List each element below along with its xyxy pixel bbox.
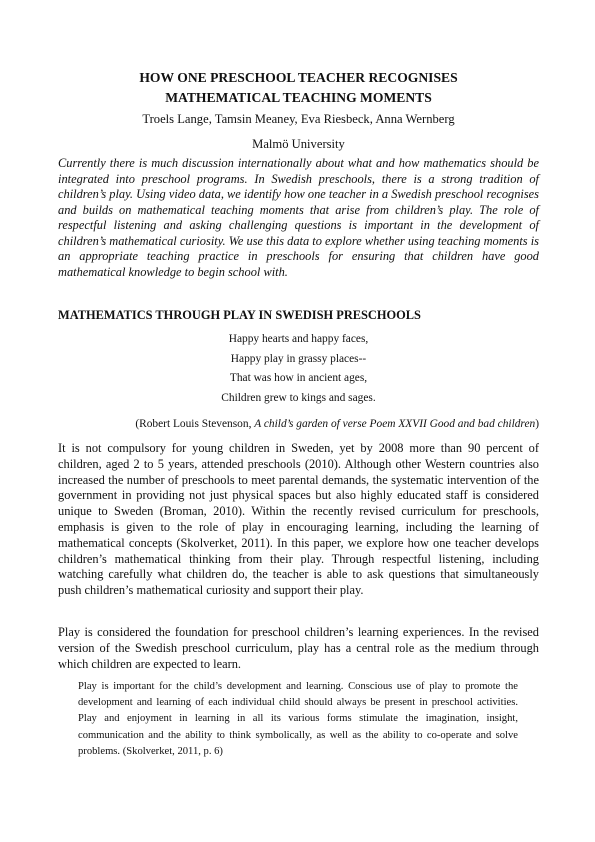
section-heading: MATHEMATICS THROUGH PLAY IN SWEDISH PRESCHOOLS [58, 308, 421, 322]
poem-line: That was how in ancient ages, [229, 372, 368, 384]
title-line-1: HOW ONE PRESCHOOL TEACHER RECOGNISES [139, 70, 458, 85]
epigraph-citation [58, 416, 539, 432]
body-paragraph: Play is considered the foundation for preschool children’s learning experiences. In the revised version of the Swedish preschool curriculum, play has a central role as the medium through which children are expected to learn. [58, 625, 539, 671]
body-paragraph: It is not compulsory for young children in Sweden, yet by 2008 more than 90 percent of children, aged 2 to 5 years, attended preschools (2010). Although other Western countries also increased the number of preschools to meet parental demands, the systematic intervention of the government in providing not just physical spaces but also highly educated staff is considered unique to Sweden (Broman, 2010). Within the recently revised curriculum for preschools, emphasis is given to the role of play in encouraging learning, including the learning of mathematical concepts (Skolverket, 2011). In this paper, we explore how one teacher develops children’s mathematical thinking from their play. Through respectful listening, including watching carefully what children do, the teacher is able to ask questions that simultaneously push children’s mathematical curiosity and support their play. [58, 441, 539, 598]
paper-title [58, 68, 539, 108]
affiliation: Malmö University [252, 137, 345, 151]
title-line-2: MATHEMATICAL TEACHING MOMENTS [165, 90, 432, 105]
epigraph-poem [58, 330, 539, 408]
abstract: Currently there is much discussion internationally about what and how mathematics should be integrated into preschool programs. In Swedish preschools, there is a strong tradition of children’s play. Using video data, we identify how one teacher in a Swedish preschool recognises and builds on mathematical teaching moments that arise from children’s play. The role of respectful listening and asking challenging questions is important in the development of children’s mathematical curiosity. We use this data to explore whether using teaching moments is an appropriate teaching practice in preschools for ensuring that children have good mathematical knowledge to begin school with. [58, 156, 539, 279]
citation-work: A child’s garden of verse Poem XXVII Good and bad children [254, 418, 536, 430]
poem-line: Children grew to kings and sages. [221, 391, 376, 404]
block-quote: Play is important for the child’s development and learning. Conscious use of play to promote the development and learning of each individual child should always be present in preschool activities. Play and enjoyment in learning in all its various forms stimulate the imagination, insight, communication and the ability to think symbolically, as well as the ability to co-operate and solve problems. (Skolverket, 2011, p. 6) [78, 681, 518, 757]
citation-close: ) [535, 418, 539, 430]
author-list: Troels Lange, Tamsin Meaney, Eva Riesbeck, Anna Wernberg [142, 112, 455, 126]
poem-line: Happy play in grassy places-- [230, 352, 367, 365]
citation-author: (Robert Louis Stevenson, [135, 418, 255, 430]
poem-line: Happy hearts and happy faces, [228, 333, 369, 345]
